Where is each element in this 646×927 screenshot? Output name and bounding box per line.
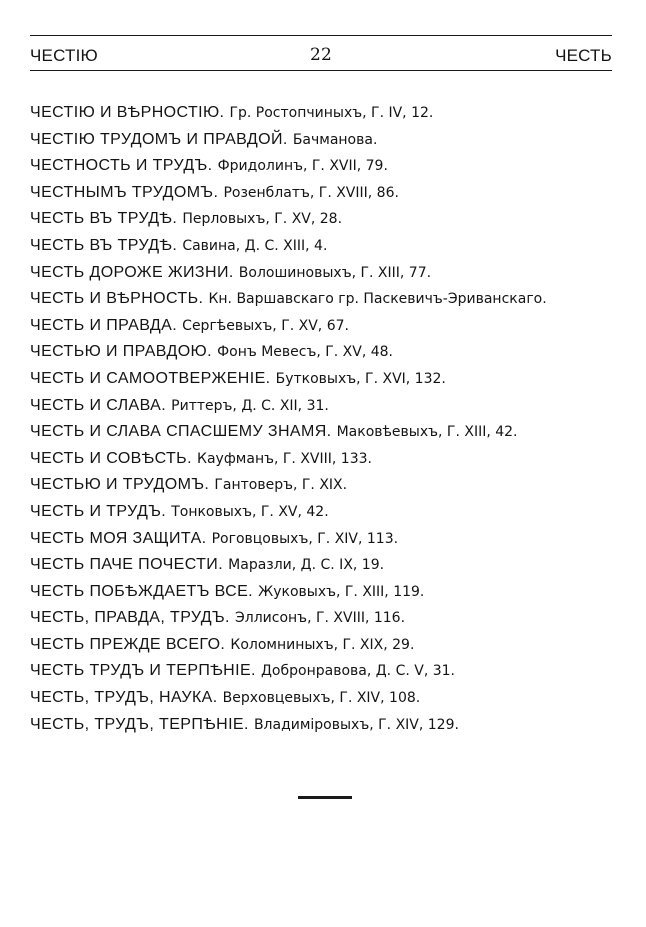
motto-source: Гр. Ростопчиныхъ, Г. IV, 12. <box>229 105 434 121</box>
motto-source: Розенблатъ, Г. XVIII, 86. <box>223 184 399 201</box>
page-number: 22 <box>309 45 333 65</box>
motto-entry <box>30 338 620 365</box>
motto-source: Владиміровыхъ, Г. XIV, 129. <box>253 716 459 733</box>
motto-entry <box>30 205 620 232</box>
motto-text: ЧЕСТНЫМЪ ТРУДОМЪ. <box>30 183 219 201</box>
motto-text: ЧЕСТЬ МОЯ ЗАЩИТА. <box>30 529 207 547</box>
motto-text: ЧЕСТНОСТЬ И ТРУДЪ. <box>30 157 213 175</box>
motto-entry <box>30 285 620 312</box>
motto-source: Эллисонъ, Г. XVIII, 116. <box>235 610 406 627</box>
motto-source: Бачманова. <box>292 131 378 148</box>
motto-text: ЧЕСТЬЮ И ПРАВДОЮ. <box>30 343 212 361</box>
motto-entry <box>30 312 620 339</box>
motto-source: Кауфманъ, Г. XVIII, 133. <box>197 450 372 467</box>
motto-source: Маразли, Д. С. IX, 19. <box>228 557 385 574</box>
motto-entry <box>30 631 620 658</box>
motto-text: ЧЕСТЬ И ПРАВДА. <box>30 316 178 334</box>
motto-text: ЧЕСТЬ ТРУДЪ И ТЕРПѢНІЕ. <box>30 662 256 680</box>
motto-entry <box>30 578 620 605</box>
motto-source: Риттеръ, Д. С. XII, 31. <box>171 397 329 414</box>
motto-entry <box>30 471 620 498</box>
motto-source: Гантоверъ, Г. XIX. <box>214 477 348 494</box>
motto-entry <box>30 365 620 392</box>
motto-text: ЧЕСТЬ ПАЧЕ ПОЧЕСТИ. <box>30 556 224 574</box>
motto-entry <box>30 525 620 552</box>
motto-entry <box>30 99 620 126</box>
motto-entry <box>30 392 620 419</box>
running-head <box>30 44 612 70</box>
motto-text: ЧЕСТЬ И САМООТВЕРЖЕНІЕ. <box>30 369 271 387</box>
motto-entry <box>30 126 620 153</box>
motto-source: Жуковыхъ, Г. XIII, 119. <box>258 583 425 600</box>
motto-source: Коломниныхъ, Г. XIX, 29. <box>230 636 415 653</box>
motto-entry <box>30 657 620 684</box>
motto-text: ЧЕСТЬ, ТРУДЪ, НАУКА. <box>30 689 218 707</box>
motto-text: ЧЕСТЬ ВЪ ТРУДѢ. <box>30 210 178 228</box>
motto-entry <box>30 684 620 711</box>
motto-text: ЧЕСТІЮ ТРУДОМЪ И ПРАВДОЙ. <box>30 130 288 148</box>
motto-text: ЧЕСТЬ, ТРУДЪ, ТЕРПѢНІЕ. <box>30 715 249 733</box>
motto-entry <box>30 418 620 445</box>
motto-text: ЧЕСТЬ, ПРАВДА, ТРУДЪ. <box>30 609 230 627</box>
motto-text: ЧЕСТЬ ПРЕЖДЕ ВСЕГО. <box>30 635 226 653</box>
running-head-left: ЧЕСТІЮ <box>30 46 98 65</box>
motto-entry <box>30 232 620 259</box>
running-head-right: ЧЕСТЬ <box>555 46 612 65</box>
motto-source: Маковѣевыхъ, Г. XIII, 42. <box>336 424 518 441</box>
motto-entry <box>30 445 620 472</box>
motto-entry <box>30 152 620 179</box>
motto-source: Волошиновыхъ, Г. XIII, 77. <box>238 264 432 281</box>
motto-source: Савина, Д. С. XIII, 4. <box>182 237 328 254</box>
motto-entry <box>30 711 620 738</box>
header-bottom-rule <box>30 70 612 71</box>
motto-source: Перловыхъ, Г. XV, 28. <box>182 211 343 228</box>
motto-entry <box>30 259 620 286</box>
motto-text: ЧЕСТЬ ДОРОЖЕ ЖИЗНИ. <box>30 263 234 281</box>
motto-text: ЧЕСТЬЮ И ТРУДОМЪ. <box>30 476 210 494</box>
motto-text: ЧЕСТЬ ВЪ ТРУДѢ. <box>30 236 178 254</box>
header-top-rule <box>30 35 612 36</box>
motto-entry <box>30 179 620 206</box>
end-rule <box>298 796 352 799</box>
motto-text: ЧЕСТІЮ И ВѢРНОСТІЮ. <box>30 104 225 121</box>
motto-entry <box>30 604 620 631</box>
motto-text: ЧЕСТЬ И ВѢРНОСТЬ. <box>30 290 204 308</box>
motto-entry <box>30 551 620 578</box>
motto-source: Бутковыхъ, Г. XVI, 132. <box>275 370 446 387</box>
motto-source: Верховцевыхъ, Г. XIV, 108. <box>222 690 421 707</box>
motto-text: ЧЕСТЬ И СЛАВА. <box>30 396 167 414</box>
motto-text: ЧЕСТЬ И СЛАВА СПАСШЕМУ ЗНАМЯ. <box>30 423 332 441</box>
motto-source: Добронравова, Д. С. V, 31. <box>260 663 455 680</box>
motto-entry <box>30 498 620 525</box>
motto-text: ЧЕСТЬ И ТРУДЪ. <box>30 502 167 520</box>
motto-text: ЧЕСТЬ ПОБѢЖДАЕТЪ ВСЕ. <box>30 582 254 600</box>
motto-source: Сергѣевыхъ, Г. XV, 67. <box>182 317 349 334</box>
motto-text: ЧЕСТЬ И СОВѢСТЬ. <box>30 449 192 467</box>
motto-source: Кн. Варшавскаго гр. Паскевичъ-Эриванскаго. <box>208 291 547 308</box>
motto-source: Роговцовыхъ, Г. XIV, 113. <box>211 530 399 547</box>
motto-source: Тонковыхъ, Г. XV, 42. <box>171 503 329 520</box>
motto-source: Фридолинъ, Г. XVII, 79. <box>217 158 388 175</box>
motto-list <box>30 99 620 737</box>
motto-source: Фонъ Мевесъ, Г. XV, 48. <box>217 344 394 361</box>
